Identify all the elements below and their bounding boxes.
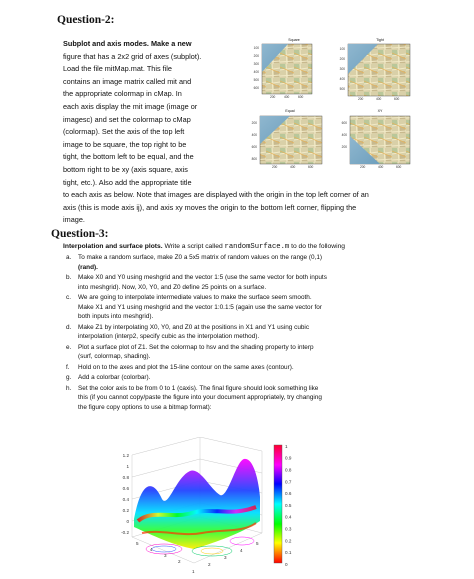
q2-line-8: (colormap). Set the axis of the top left	[63, 127, 185, 137]
colorbar-tick: 0.4	[285, 514, 292, 520]
q2-full-line-3: image.	[63, 215, 85, 225]
svg-text:200: 200	[339, 57, 345, 61]
q3-step-line: this (if you cannot copy/paste the figure into your document appropriately, try changing	[78, 394, 322, 401]
svg-text:300: 300	[253, 62, 259, 66]
svg-text:600: 600	[396, 165, 402, 169]
q3-step-h	[66, 384, 418, 413]
subplot-title-tight: Tight	[376, 38, 384, 42]
q2-line-1: Subplot and axis modes. Make a new	[63, 39, 192, 48]
z-tick: 0	[126, 519, 129, 524]
svg-text:600: 600	[394, 97, 400, 101]
q3-intro-text: Write a script called	[162, 243, 225, 250]
q3-step-label: c.	[66, 294, 71, 301]
subplot-figure	[238, 36, 416, 178]
svg-text:100: 100	[339, 47, 345, 51]
q3-step-line: Make Z1 by interpolating X0, Y0, and Z0 at the positions in X1 and Y1 using cubic	[78, 323, 310, 331]
q2-line-9: image to be square, the top right to be	[63, 139, 187, 149]
q3-intro-code: randomSurface.m	[224, 243, 290, 251]
q3-step-line: (rand).	[78, 263, 98, 271]
x-tick: 4	[240, 548, 243, 553]
q3-step-label: b.	[66, 274, 72, 281]
q2-paragraph	[63, 38, 229, 189]
q3-intro-suffix: to do the following	[289, 243, 346, 250]
z-tick: 0.2	[122, 508, 129, 513]
svg-text:300: 300	[339, 67, 345, 71]
q3-step-f	[66, 363, 418, 373]
svg-text:600: 600	[308, 165, 314, 169]
q3-step-line: Hold on to the axes and plot the 15-line contour on the same axes (contour).	[78, 363, 294, 371]
y-tick: 3	[164, 553, 167, 558]
q2-line-4: contains an image matrix called mit and	[63, 76, 192, 86]
x-tick: 3	[224, 555, 227, 560]
svg-text:200: 200	[270, 95, 276, 99]
surface-plot-figure	[102, 437, 302, 577]
q3-step-label: f.	[66, 363, 70, 371]
svg-text:400: 400	[290, 165, 296, 169]
q3-step-line: Make X0 and Y0 using meshgrid and the vector 1:5 (use the same vector for both inputs	[78, 274, 327, 281]
svg-text:200: 200	[360, 165, 366, 169]
colorbar-tick: 0.9	[285, 455, 292, 461]
svg-text:600: 600	[251, 145, 257, 149]
q3-step-line: both inputs into meshgrid).	[78, 313, 154, 320]
z-tick: 0.4	[122, 497, 129, 502]
x-tick: 1	[192, 569, 195, 574]
svg-text:200: 200	[358, 97, 364, 101]
x-tick: 5	[256, 541, 259, 546]
colorbar-tick: 0.2	[285, 538, 292, 544]
q3-step-line: the figure copy options to use a bitmap format):	[78, 403, 212, 411]
svg-text:200: 200	[272, 165, 278, 169]
q3-step-label: h.	[66, 384, 72, 392]
subplot-tight	[340, 38, 410, 101]
y-tick: 5	[136, 541, 139, 546]
subplot-xy	[342, 109, 410, 169]
svg-text:600: 600	[298, 95, 304, 99]
subplot-title-xy: XY	[377, 109, 383, 113]
z-tick: 1	[126, 464, 129, 469]
q2-line-2: figure that has a 2x2 grid of axes (subplot).	[63, 51, 202, 61]
q3-step-label: e.	[66, 343, 72, 351]
z-tick: 0.6	[122, 486, 129, 491]
q3-step-line: Add a colorbar (colorbar).	[78, 374, 151, 381]
q3-step-a	[66, 253, 418, 272]
q2-line-7: imagesc) and set the colormap to cMap	[63, 114, 191, 124]
colorbar-tick: 1	[285, 444, 288, 449]
q3-step-g	[66, 373, 418, 383]
q3-step-b	[66, 273, 418, 292]
colorbar-tick: 0.8	[285, 467, 292, 473]
svg-text:500: 500	[339, 87, 345, 91]
q2-full-line-1: to each axis as below. Note that images are displayed with the origin in the top left corner of an	[63, 190, 369, 199]
svg-text:400: 400	[376, 97, 382, 101]
svg-text:100: 100	[253, 46, 259, 50]
subplot-title-square: Square	[288, 38, 300, 42]
q3-step-line: into meshgrid). Now, X0, Y0, and Z0 define 25 points on a surface.	[78, 283, 267, 291]
q2-line-12: tight, etc.). Also add the appropriate title	[63, 177, 192, 187]
q3-step-d	[66, 323, 418, 342]
q3-step-line: We are going to interpolate intermediate values to make the surface seem smooth.	[78, 294, 312, 301]
q2-line-3: Load the file mitMap.mat. This file	[63, 64, 172, 74]
svg-text:600: 600	[253, 86, 259, 90]
y-tick: 2	[178, 559, 181, 564]
colorbar-tick: 0.7	[285, 479, 292, 485]
subplot-square	[254, 38, 312, 99]
svg-text:400: 400	[378, 165, 384, 169]
q2-line-11: bottom right to be xy (axis square, axis	[63, 164, 188, 174]
q3-step-line: Set the color axis to be from 0 to 1 (caxis). The final figure should look something like	[78, 384, 319, 392]
colorbar-tick: 0.5	[285, 502, 292, 508]
y-tick: 4	[150, 547, 153, 552]
question-3-heading: Question-3:	[51, 228, 109, 240]
x-tick: 2	[208, 562, 211, 567]
z-tick: 1.2	[122, 453, 129, 458]
q3-step-line: Plot a surface plot of Z1. Set the colormap to hsv and the shading property to interp	[78, 343, 314, 351]
q3-step-c	[66, 293, 418, 322]
svg-text:800: 800	[251, 157, 257, 161]
z-tick: 0.8	[122, 475, 129, 480]
colorbar-tick: 0	[285, 561, 288, 567]
q3-steps-list	[66, 253, 418, 412]
z-tick: -0.2	[121, 530, 129, 535]
q3-step-e	[66, 343, 418, 362]
subplot-title-equal: Equal	[285, 109, 295, 113]
svg-text:200: 200	[253, 54, 259, 58]
svg-text:500: 500	[253, 78, 259, 82]
svg-text:400: 400	[251, 133, 257, 137]
q3-intro	[63, 242, 423, 252]
q2-line-5: the appropriate colormap in cMap. In	[63, 89, 182, 99]
colorbar-tick: 0.3	[285, 526, 292, 532]
svg-text:600: 600	[341, 121, 347, 125]
q3-step-line: (surf, colormap, shading).	[78, 353, 151, 360]
svg-text:400: 400	[339, 77, 345, 81]
svg-text:200: 200	[341, 145, 347, 149]
q2-paragraph-continued	[63, 189, 423, 227]
q3-step-label: a.	[66, 254, 72, 261]
q3-step-line: interpolation (interp2, specify cubic as the interpolation method).	[78, 333, 260, 340]
q2-line-10: tight, the bottom left to be equal, and the	[63, 152, 194, 162]
colorbar-tick: 0.6	[285, 491, 292, 497]
svg-text:400: 400	[341, 133, 347, 137]
q2-line-6: each axis display the mit image (image or	[63, 101, 198, 111]
svg-text:400: 400	[284, 95, 290, 99]
q3-step-label: g.	[66, 374, 72, 381]
subplot-equal	[252, 109, 322, 169]
q3-step-label: d.	[66, 323, 72, 331]
question-2-heading: Question-2:	[57, 14, 115, 26]
q2-full-line-2: axis (this is mode axis ij), and axis xy moves the origin to the bottom left corner, flipping the	[63, 202, 357, 212]
colorbar-tick: 0.1	[285, 550, 292, 556]
svg-text:200: 200	[251, 121, 257, 125]
q3-intro-bold: Interpolation and surface plots.	[63, 243, 163, 250]
svg-text:400: 400	[253, 70, 259, 74]
q3-step-line: Make X1 and Y1 using meshgrid and the vector 1:0.1:5 (again use the same vector for	[78, 303, 322, 311]
q3-step-line: To make a random surface, make Z0 a 5x5 matrix of random values on the range (0,1)	[78, 254, 323, 261]
